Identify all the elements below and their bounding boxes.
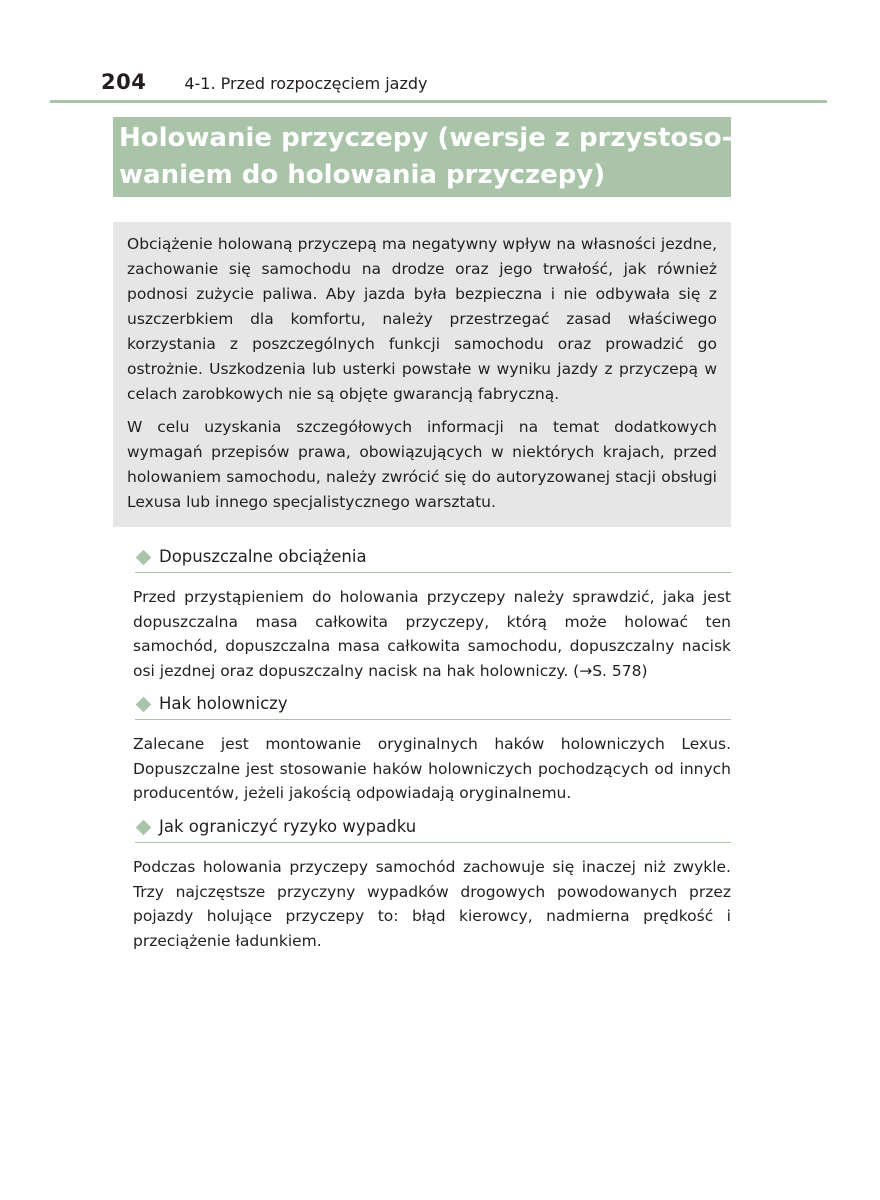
section-body: Zalecane jest montowanie oryginalnych haków holowniczych Lexus. Dopuszczalne jest stosowanie haków holowniczych pochodzących od innych producentów, jeżeli jakością odpowiadają oryginalnemu. — [133, 735, 731, 802]
intro-paragraph: Obciążenie holowaną przyczepą ma negatywny wpływ na własności jezdne, zachowanie się samochodu na drodze oraz jego trwałość, jak również podnosi zużycie paliwa. Aby jazda była bezpieczna i nie odbywała się z uszczerbkiem dla komfortu, należy przestrzegać zasad właściwego korzystania z poszczególnych funkcji samochodu oraz prowadzić go ostrożnie. Uszkodzenia lub usterki powstałe w wyniku jazdy z przyczepą w celach zarobkowych nie są objęte gwarancją fabryczną. — [127, 235, 717, 403]
section-tow-hitch — [133, 689, 731, 806]
section-body: Podczas holowania przyczepy samochód zachowuje się inaczej niż zwykle. Trzy najczęstsze przyczyny wypadków drogowych powodowanych przez pojazdy holujące przyczepy to: błąd kierowcy, nadmierna prędkość i przeciążenie ładunkiem. — [133, 858, 731, 950]
section-accident-risk — [133, 812, 731, 953]
page-header — [101, 70, 428, 94]
page-title-line-2: waniem do holowania przyczepy) — [119, 160, 606, 190]
section-heading — [135, 542, 731, 573]
diamond-bullet-icon — [136, 696, 152, 712]
section-permissible-loads — [133, 542, 731, 683]
section-title: Hak holowniczy — [159, 694, 288, 713]
page-title-line-1: Holowanie przyczepy (wersje z przystoso- — [119, 123, 733, 153]
chapter-title: 4-1. Przed rozpoczęciem jazdy — [184, 74, 428, 93]
section-title: Dopuszczalne obciążenia — [159, 547, 367, 566]
page-number: 204 — [101, 70, 147, 94]
section-heading — [135, 689, 731, 720]
page-title — [113, 117, 731, 197]
intro-box — [113, 222, 731, 527]
section-body: Przed przystąpieniem do holowania przyczepy należy sprawdzić, jaka jest dopuszczalna masa całkowita przyczepy, którą może holować ten samochód, dopuszczalna masa całkowita samochodu, dopuszczalny nacisk osi jezdnej oraz dopuszczalny nacisk na hak holowniczy. (→S. 578) — [133, 588, 731, 680]
intro-paragraph: W celu uzyskania szczegółowych informacji na temat dodatkowych wymagań przepisów prawa, obowiązujących w niektórych krajach, przed holowaniem samochodu, należy zwrócić się do autoryzowanej stacji obsługi Lexusa lub innego specjalistycznego warsztatu. — [127, 418, 717, 511]
diamond-bullet-icon — [136, 549, 152, 565]
section-title: Jak ograniczyć ryzyko wypadku — [159, 817, 417, 836]
diamond-bullet-icon — [136, 819, 152, 835]
header-rule — [50, 100, 827, 103]
section-heading — [135, 812, 731, 843]
